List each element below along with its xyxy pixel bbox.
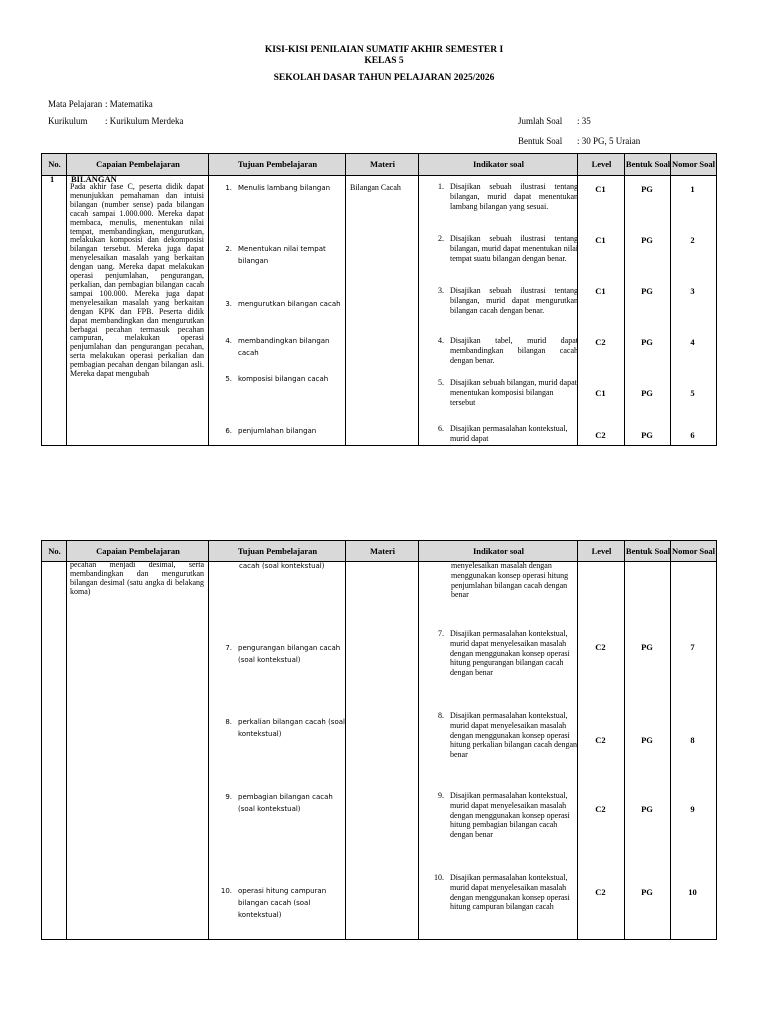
col-materi: Materi (369, 159, 395, 169)
nomor-cell: 10 (688, 887, 697, 897)
bentuk-cell: PG (641, 804, 653, 814)
level-cell: C2 (595, 735, 606, 745)
divider (345, 541, 346, 939)
tujuan-text: membandingkan bilangan cacah (238, 337, 330, 357)
nomor-cell: 8 (690, 735, 695, 745)
col-tujuan: Tujuan Pembelajaran (237, 159, 318, 169)
bentuk-cell: PG (641, 735, 653, 745)
divider (418, 154, 419, 445)
divider (208, 541, 209, 939)
capaian-text: Pada akhir fase C, peserta didik dapat menunjukkan pemahaman dan intuisi bilangan (number sense) pada bilangan cacah sampai 1.000.000. Mereka dapat membaca, menulis, menentukan nilai tempat, membandingkan, mengurutkan, melakukan komposisi dan dekomposisi bilangan tersebut. Mereka juga dapat menyelesaikan masalah yang berkaitan dengan uang. Mereka dapat melakukan operasi penjumlahan, pengurangan, perkalian, dan pembagian bilangan cacah sampai 100.000. Mereka juga dapat menyelesaikan masalah yang berkaitan dengan KPK dan FPB. Peserta didik dapat membandingkan dan mengurutkan berbagai pecahan termasuk pecahan campuran, melakukan operasi penjumlahan dan pengurangan pecahan, serta melakukan operasi perkalian dan pembagian pecahan dengan bilangan asli. Mereka dapat mengubah (70, 183, 204, 379)
materi-text: Bilangan Cacah (350, 183, 401, 192)
tujuan-text: Menulis lambang bilangan (238, 184, 331, 192)
nomor-cell: 9 (690, 804, 695, 814)
mapel-label: Mata Pelajaran (48, 99, 103, 109)
nomor-cell: 5 (690, 388, 695, 398)
col-tujuan: Tujuan Pembelajaran (237, 545, 318, 556)
tujuan-text: operasi hitung campuran bilangan cacah (soal kontekstual) (238, 887, 327, 919)
indikator-text: Disajikan sebuah ilustrasi tentang bilangan, murid dapat mengurutkan bilangan cacah dengan benar. (450, 286, 578, 315)
tujuan-text: cacah (soal kontekstual) (239, 562, 325, 570)
tujuan-number: 6. (225, 427, 232, 435)
indikator-number: 3. (438, 286, 444, 295)
tujuan-number: 3. (225, 300, 232, 308)
indikator-text: Disajikan sebuah ilustrasi tentang bilangan, murid dapat menentukan nilai tempat suatu bilangan dengan benar. (450, 234, 578, 263)
mapel-value: : Matematika (105, 99, 153, 109)
bentuk-soal-value: : 30 PG, 5 Uraian (577, 136, 641, 146)
nomor-cell: 3 (690, 286, 695, 296)
tujuan-text: pengurangan bilangan cacah (soal kontekstual) (238, 644, 341, 664)
doc-title: KISI-KISI PENILAIAN SUMATIF AKHIR SEMESTER I (264, 45, 504, 55)
indikator-text: Disajikan permasalahan kontekstual, murid dapat menyelesaikan masalah dengan menggunakan konsep operasi hitung perkalian bilangan cacah dengan benar (450, 711, 578, 760)
level-cell: C2 (595, 642, 606, 652)
tujuan-number: 8. (225, 718, 232, 726)
bentuk-cell: PG (641, 235, 653, 245)
divider (418, 541, 419, 939)
bentuk-cell: PG (641, 642, 653, 652)
indikator-number: 6. (438, 424, 444, 433)
indikator-number: 10. (434, 873, 444, 882)
kurikulum-label: Kurikulum (48, 116, 88, 126)
col-nomor: Nomor Soal (671, 159, 716, 169)
col-bentuk: Bentuk Soal (625, 545, 671, 556)
table-header (42, 541, 716, 562)
nomor-cell: 1 (690, 184, 695, 194)
divider (66, 541, 67, 939)
col-no: No. (48, 159, 61, 169)
col-indikator: Indikator soal (472, 545, 525, 556)
nomor-cell: 6 (690, 430, 695, 440)
tujuan-text: pembagian bilangan cacah (soal kontekstual) (238, 793, 333, 813)
indikator-number: 9. (438, 791, 444, 800)
col-bentuk: Bentuk Soal (625, 159, 671, 169)
level-cell: C2 (595, 887, 606, 897)
indikator-number: 2. (438, 234, 444, 243)
bentuk-soal-label: Bentuk Soal (518, 136, 563, 146)
tujuan-number: 1. (225, 184, 232, 192)
bentuk-cell: PG (641, 184, 653, 194)
tujuan-number: 2. (225, 245, 232, 253)
indikator-text: Disajikan permasalahan kontekstual, murid dapat (450, 424, 568, 443)
bentuk-cell: PG (641, 286, 653, 296)
tujuan-cont (219, 560, 351, 572)
divider (670, 154, 671, 445)
tujuan-number: 7. (225, 644, 232, 652)
bentuk-cell: PG (641, 887, 653, 897)
col-level: Level (591, 545, 612, 556)
tujuan-number: 10. (220, 887, 232, 895)
col-indikator: Indikator soal (472, 159, 525, 169)
kurikulum-value: : Kurikulum Merdeka (105, 116, 184, 126)
indikator-number: 8. (438, 711, 444, 720)
level-cell: C1 (595, 184, 606, 194)
tujuan-text: komposisi bilangan cacah (238, 375, 329, 383)
row-number: 1 (50, 174, 55, 184)
tujuan-text: Menentukan nilai tempat bilangan (238, 245, 326, 265)
col-materi: Materi (369, 545, 395, 556)
indikator-text: Disajikan permasalahan kontekstual, murid dapat menyelesaikan masalah dengan menggunakan konsep operasi hitung pengurangan bilangan cacah dengan benar (450, 629, 570, 678)
section-title: BILANGAN (71, 174, 117, 184)
nomor-cell: 7 (690, 642, 695, 652)
indikator-text: Disajikan permasalahan kontekstual, murid dapat menyelesaikan masalah dengan menggunakan konsep operasi hitung pembagian bilangan cacah dengan benar (450, 791, 570, 840)
bentuk-cell: PG (641, 337, 653, 347)
indikator-number: 5. (438, 378, 444, 387)
divider (624, 154, 625, 445)
indikator-text: menyelesaikan masalah dengan menggunakan konsep operasi hitung penjumlahan bilangan cacah dengan benar (451, 561, 569, 600)
col-capaian: Capaian Pembelajaran (96, 545, 180, 556)
divider (208, 154, 209, 445)
indikator-number: 4. (438, 336, 444, 345)
indikator-text: Disajikan sebuah bilangan, murid dapat menentukan komposisi bilangan tersebut (450, 378, 577, 407)
tujuan-text: perkalian bilangan cacah (soal kontekstual) (238, 718, 345, 738)
indikator-number: 1. (438, 182, 444, 191)
level-cell: C1 (595, 286, 606, 296)
indikator-number: 7. (438, 629, 444, 638)
tujuan-text: penjumlahan bilangan (238, 427, 317, 435)
doc-school-year: SEKOLAH DASAR TAHUN PELAJARAN 2025/2026 (273, 73, 495, 83)
level-cell: C1 (595, 388, 606, 398)
bentuk-cell: PG (641, 430, 653, 440)
divider (66, 154, 67, 445)
jumlah-soal-label: Jumlah Soal (518, 116, 563, 126)
col-capaian: Capaian Pembelajaran (96, 159, 180, 169)
jumlah-soal-value: : 35 (577, 116, 591, 126)
nomor-cell: 2 (690, 235, 695, 245)
bentuk-cell: PG (641, 388, 653, 398)
tujuan-number: 4. (225, 337, 232, 345)
indikator-cont (425, 561, 579, 600)
level-cell: C2 (595, 337, 606, 347)
level-cell: C1 (595, 235, 606, 245)
col-nomor: Nomor Soal (671, 545, 716, 556)
indikator-text: Disajikan permasalahan kontekstual, murid dapat menyelesaikan masalah dengan menggunakan konsep operasi hitung campuran bilangan cacah (450, 873, 570, 912)
table-header (42, 154, 716, 176)
level-cell: C2 (595, 430, 606, 440)
nomor-cell: 4 (690, 337, 695, 347)
doc-class: KELAS 5 (364, 56, 404, 66)
col-no: No. (48, 545, 61, 556)
indikator-text: Disajikan sebuah ilustrasi tentang bilangan, murid dapat menentukan lambang bilangan yang sesuai. (450, 182, 578, 211)
indikator-text: Disajikan tabel, murid dapat membandingkan bilangan cacah dengan benar. (450, 336, 578, 365)
level-cell: C2 (595, 804, 606, 814)
col-level: Level (591, 159, 612, 169)
tujuan-number: 5. (225, 375, 232, 383)
tujuan-number: 9. (225, 793, 232, 801)
capaian-text-cont: pecahan menjadi desimal, serta membandingkan dan mengurutkan bilangan desimal (satu angka di belakang koma) (70, 560, 204, 596)
kisi-table-page1 (41, 153, 717, 446)
tujuan-text: mengurutkan bilangan cacah (238, 300, 341, 308)
